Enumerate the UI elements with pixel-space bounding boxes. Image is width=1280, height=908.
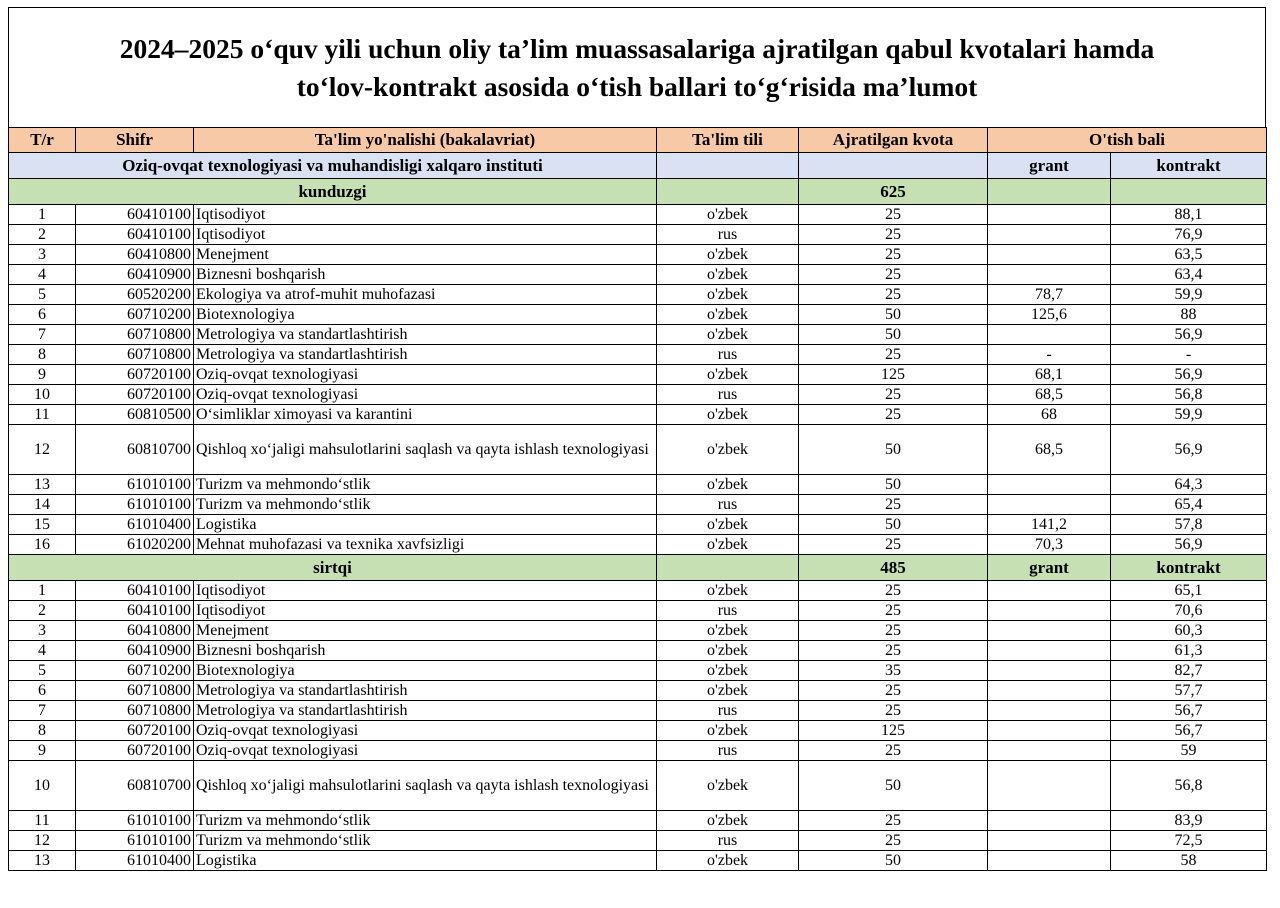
section-kunduzgi-grant-empty — [988, 179, 1111, 205]
row-number: 9 — [9, 365, 76, 385]
table-row — [9, 641, 1267, 661]
row-language: o'zbek — [657, 535, 799, 555]
row-program-name: Qishloq xo‘jaligi mahsulotlarini saqlash va qayta ishlash texnologiyasi — [194, 761, 657, 811]
header-kvota: Ajratilgan kvota — [799, 128, 988, 153]
row-grant-score: 78,7 — [988, 285, 1111, 305]
table-row — [9, 811, 1267, 831]
table-row — [9, 515, 1267, 535]
header-yonalish: Ta'lim yo'nalishi (bakalavriat) — [194, 128, 657, 153]
row-number: 13 — [9, 851, 76, 871]
row-quota: 25 — [799, 621, 988, 641]
title-line-1: 2024–2025 o‘quv yili uchun oliy ta’lim muassasalariga ajratilgan qabul kvotalari hamda — [119, 32, 1155, 64]
row-grant-score — [988, 851, 1111, 871]
row-grant-score — [988, 641, 1111, 661]
row-grant-score — [988, 601, 1111, 621]
row-number: 2 — [9, 601, 76, 621]
row-quota: 50 — [799, 515, 988, 535]
row-code: 60410100 — [76, 205, 194, 225]
row-quota: 25 — [799, 285, 988, 305]
row-grant-score — [988, 205, 1111, 225]
row-kontrakt-score: 56,9 — [1111, 365, 1267, 385]
row-language: rus — [657, 225, 799, 245]
row-quota: 25 — [799, 385, 988, 405]
row-grant-score — [988, 681, 1111, 701]
row-grant-score — [988, 581, 1111, 601]
table-row — [9, 601, 1267, 621]
table-row — [9, 265, 1267, 285]
row-number: 11 — [9, 405, 76, 425]
row-program-name: O‘simliklar ximoyasi va karantini — [194, 405, 657, 425]
row-code: 61010400 — [76, 851, 194, 871]
row-code: 60710200 — [76, 661, 194, 681]
row-program-name: Oziq-ovqat texnologiyasi — [194, 741, 657, 761]
row-quota: 125 — [799, 721, 988, 741]
row-program-name: Mehnat muhofazasi va texnika xavfsizligi — [194, 535, 657, 555]
row-code: 60410800 — [76, 245, 194, 265]
row-code: 60810700 — [76, 761, 194, 811]
section-kunduzgi-total: 625 — [799, 179, 988, 205]
row-quota: 25 — [799, 601, 988, 621]
row-number: 6 — [9, 305, 76, 325]
row-kontrakt-score: 88 — [1111, 305, 1267, 325]
row-quota: 50 — [799, 851, 988, 871]
row-quota: 25 — [799, 641, 988, 661]
row-language: o'zbek — [657, 721, 799, 741]
row-grant-score: 68,5 — [988, 425, 1111, 475]
row-code: 60710800 — [76, 701, 194, 721]
section-sirtqi-lang-empty — [657, 555, 799, 581]
row-quota: 25 — [799, 345, 988, 365]
row-number: 5 — [9, 661, 76, 681]
table-row — [9, 425, 1267, 475]
table-row — [9, 385, 1267, 405]
row-program-name: Biotexnologiya — [194, 661, 657, 681]
row-number: 4 — [9, 265, 76, 285]
row-quota: 25 — [799, 265, 988, 285]
row-grant-score — [988, 831, 1111, 851]
row-code: 60520200 — [76, 285, 194, 305]
table-row — [9, 225, 1267, 245]
row-code: 60710800 — [76, 325, 194, 345]
table-row — [9, 535, 1267, 555]
row-program-name: Iqtisodiyot — [194, 205, 657, 225]
table-row — [9, 831, 1267, 851]
row-kontrakt-score: 56,7 — [1111, 701, 1267, 721]
admission-sheet — [8, 7, 1266, 871]
row-kontrakt-score: 56,9 — [1111, 535, 1267, 555]
header-otish-bali: O'tish bali — [988, 128, 1267, 153]
row-quota: 25 — [799, 205, 988, 225]
row-language: o'zbek — [657, 515, 799, 535]
row-grant-score — [988, 325, 1111, 345]
row-language: o'zbek — [657, 475, 799, 495]
table-row — [9, 661, 1267, 681]
section-kunduzgi-label: kunduzgi — [9, 179, 657, 205]
row-code: 60410900 — [76, 641, 194, 661]
table-row — [9, 205, 1267, 225]
table-row — [9, 495, 1267, 515]
row-grant-score — [988, 661, 1111, 681]
institute-name: Oziq-ovqat texnologiyasi va muhandisligi xalqaro instituti — [9, 153, 657, 179]
row-kontrakt-score: 82,7 — [1111, 661, 1267, 681]
row-language: o'zbek — [657, 305, 799, 325]
row-quota: 25 — [799, 701, 988, 721]
row-quota: 50 — [799, 761, 988, 811]
row-kontrakt-score: 61,3 — [1111, 641, 1267, 661]
row-language: o'zbek — [657, 761, 799, 811]
header-tili: Ta'lim tili — [657, 128, 799, 153]
row-number: 12 — [9, 425, 76, 475]
row-kontrakt-score: 57,8 — [1111, 515, 1267, 535]
row-grant-score — [988, 475, 1111, 495]
row-language: o'zbek — [657, 581, 799, 601]
row-code: 60720100 — [76, 365, 194, 385]
row-quota: 50 — [799, 325, 988, 345]
row-language: rus — [657, 831, 799, 851]
row-kontrakt-score: 58 — [1111, 851, 1267, 871]
row-program-name: Oziq-ovqat texnologiyasi — [194, 365, 657, 385]
row-language: o'zbek — [657, 365, 799, 385]
row-code: 60720100 — [76, 741, 194, 761]
row-number: 1 — [9, 205, 76, 225]
row-program-name: Biznesni boshqarish — [194, 265, 657, 285]
row-language: rus — [657, 495, 799, 515]
row-language: o'zbek — [657, 285, 799, 305]
row-kontrakt-score: 56,8 — [1111, 761, 1267, 811]
row-number: 14 — [9, 495, 76, 515]
row-program-name: Turizm va mehmondo‘stlik — [194, 831, 657, 851]
table-row — [9, 721, 1267, 741]
row-kontrakt-score: 59,9 — [1111, 285, 1267, 305]
row-language: o'zbek — [657, 425, 799, 475]
row-language: rus — [657, 385, 799, 405]
row-quota: 25 — [799, 681, 988, 701]
row-code: 60710800 — [76, 345, 194, 365]
row-quota: 25 — [799, 581, 988, 601]
row-language: rus — [657, 601, 799, 621]
row-quota: 25 — [799, 811, 988, 831]
document-title — [8, 7, 1266, 127]
section-kunduzgi-row — [9, 179, 1267, 205]
row-quota: 25 — [799, 245, 988, 265]
row-code: 61020200 — [76, 535, 194, 555]
table-row — [9, 851, 1267, 871]
row-quota: 25 — [799, 831, 988, 851]
table-row — [9, 621, 1267, 641]
row-language: o'zbek — [657, 811, 799, 831]
row-kontrakt-score: 59 — [1111, 741, 1267, 761]
table-row — [9, 475, 1267, 495]
table-row — [9, 761, 1267, 811]
row-kontrakt-score: 60,3 — [1111, 621, 1267, 641]
section-kunduzgi-lang-empty — [657, 179, 799, 205]
row-grant-score — [988, 245, 1111, 265]
row-program-name: Metrologiya va standartlashtirish — [194, 681, 657, 701]
row-language: o'zbek — [657, 681, 799, 701]
row-kontrakt-score: 57,7 — [1111, 681, 1267, 701]
row-code: 60810500 — [76, 405, 194, 425]
row-kontrakt-score: 70,6 — [1111, 601, 1267, 621]
title-line-2: to‘lov-kontrakt asosida o‘tish ballari to‘g‘risida ma’lumot — [296, 70, 978, 102]
row-number: 11 — [9, 811, 76, 831]
row-language: o'zbek — [657, 621, 799, 641]
row-program-name: Metrologiya va standartlashtirish — [194, 325, 657, 345]
row-kontrakt-score: - — [1111, 345, 1267, 365]
row-kontrakt-score: 76,9 — [1111, 225, 1267, 245]
row-quota: 25 — [799, 225, 988, 245]
row-language: o'zbek — [657, 205, 799, 225]
row-number: 10 — [9, 761, 76, 811]
row-language: rus — [657, 345, 799, 365]
row-code: 61010100 — [76, 811, 194, 831]
section-sirtqi-row — [9, 555, 1267, 581]
row-language: o'zbek — [657, 405, 799, 425]
row-grant-score — [988, 741, 1111, 761]
row-kontrakt-score: 65,4 — [1111, 495, 1267, 515]
row-code: 60710800 — [76, 681, 194, 701]
row-grant-score: 141,2 — [988, 515, 1111, 535]
table-row — [9, 245, 1267, 265]
row-program-name: Qishloq xo‘jaligi mahsulotlarini saqlash va qayta ishlash texnologiyasi — [194, 425, 657, 475]
row-number: 3 — [9, 621, 76, 641]
row-number: 7 — [9, 701, 76, 721]
table-row — [9, 681, 1267, 701]
table-row — [9, 365, 1267, 385]
institute-lang-empty — [657, 153, 799, 179]
row-grant-score — [988, 721, 1111, 741]
row-quota: 50 — [799, 305, 988, 325]
table-row — [9, 405, 1267, 425]
row-quota: 25 — [799, 495, 988, 515]
row-kontrakt-score: 56,7 — [1111, 721, 1267, 741]
header-row — [9, 128, 1267, 153]
row-code: 61010400 — [76, 515, 194, 535]
row-kontrakt-score: 64,3 — [1111, 475, 1267, 495]
row-language: o'zbek — [657, 325, 799, 345]
table-row — [9, 701, 1267, 721]
row-number: 15 — [9, 515, 76, 535]
row-program-name: Turizm va mehmondo‘stlik — [194, 495, 657, 515]
table-row — [9, 741, 1267, 761]
row-quota: 25 — [799, 535, 988, 555]
institute-row — [9, 153, 1267, 179]
table-row — [9, 285, 1267, 305]
row-code: 60410900 — [76, 265, 194, 285]
row-program-name: Metrologiya va standartlashtirish — [194, 345, 657, 365]
row-language: rus — [657, 741, 799, 761]
row-kontrakt-score: 63,5 — [1111, 245, 1267, 265]
row-kontrakt-score: 59,9 — [1111, 405, 1267, 425]
row-program-name: Metrologiya va standartlashtirish — [194, 701, 657, 721]
row-code: 60410800 — [76, 621, 194, 641]
row-kontrakt-score: 56,9 — [1111, 425, 1267, 475]
table-row — [9, 345, 1267, 365]
row-program-name: Logistika — [194, 851, 657, 871]
row-program-name: Logistika — [194, 515, 657, 535]
row-program-name: Oziq-ovqat texnologiyasi — [194, 721, 657, 741]
row-number: 16 — [9, 535, 76, 555]
row-language: o'zbek — [657, 641, 799, 661]
row-grant-score — [988, 761, 1111, 811]
row-number: 3 — [9, 245, 76, 265]
institute-kontrakt-label: kontrakt — [1111, 153, 1267, 179]
row-code: 60410100 — [76, 601, 194, 621]
row-code: 61010100 — [76, 475, 194, 495]
row-number: 1 — [9, 581, 76, 601]
section-sirtqi-kontrakt-label: kontrakt — [1111, 555, 1267, 581]
section-sirtqi-label: sirtqi — [9, 555, 657, 581]
section-sirtqi-total: 485 — [799, 555, 988, 581]
row-kontrakt-score: 56,9 — [1111, 325, 1267, 345]
row-grant-score — [988, 811, 1111, 831]
row-program-name: Oziq-ovqat texnologiyasi — [194, 385, 657, 405]
row-program-name: Iqtisodiyot — [194, 601, 657, 621]
row-grant-score — [988, 225, 1111, 245]
row-code: 60410100 — [76, 581, 194, 601]
row-program-name: Turizm va mehmondo‘stlik — [194, 811, 657, 831]
row-quota: 25 — [799, 741, 988, 761]
row-program-name: Iqtisodiyot — [194, 225, 657, 245]
row-code: 60720100 — [76, 721, 194, 741]
row-grant-score: 125,6 — [988, 305, 1111, 325]
row-language: o'zbek — [657, 661, 799, 681]
row-kontrakt-score: 88,1 — [1111, 205, 1267, 225]
row-number: 8 — [9, 345, 76, 365]
row-number: 12 — [9, 831, 76, 851]
row-grant-score — [988, 495, 1111, 515]
row-program-name: Turizm va mehmondo‘stlik — [194, 475, 657, 495]
row-code: 61010100 — [76, 831, 194, 851]
row-quota: 125 — [799, 365, 988, 385]
row-program-name: Iqtisodiyot — [194, 581, 657, 601]
table-row — [9, 305, 1267, 325]
row-code: 60810700 — [76, 425, 194, 475]
row-language: rus — [657, 701, 799, 721]
row-code: 60410100 — [76, 225, 194, 245]
row-grant-score: 68,5 — [988, 385, 1111, 405]
row-number: 5 — [9, 285, 76, 305]
row-grant-score — [988, 265, 1111, 285]
row-number: 2 — [9, 225, 76, 245]
row-code: 60720100 — [76, 385, 194, 405]
header-shifr: Shifr — [76, 128, 194, 153]
section-kunduzgi-kontrakt-empty — [1111, 179, 1267, 205]
row-number: 7 — [9, 325, 76, 345]
row-grant-score — [988, 701, 1111, 721]
row-code: 60710200 — [76, 305, 194, 325]
table-row — [9, 581, 1267, 601]
row-program-name: Menejment — [194, 621, 657, 641]
row-quota: 35 — [799, 661, 988, 681]
row-language: o'zbek — [657, 245, 799, 265]
row-kontrakt-score: 72,5 — [1111, 831, 1267, 851]
row-program-name: Biotexnologiya — [194, 305, 657, 325]
row-program-name: Ekologiya va atrof-muhit muhofazasi — [194, 285, 657, 305]
row-number: 9 — [9, 741, 76, 761]
quota-table — [8, 127, 1267, 871]
institute-quota-empty — [799, 153, 988, 179]
row-grant-score: - — [988, 345, 1111, 365]
row-kontrakt-score: 56,8 — [1111, 385, 1267, 405]
row-kontrakt-score: 83,9 — [1111, 811, 1267, 831]
table-row — [9, 325, 1267, 345]
row-number: 4 — [9, 641, 76, 661]
row-kontrakt-score: 65,1 — [1111, 581, 1267, 601]
row-grant-score — [988, 621, 1111, 641]
row-program-name: Biznesni boshqarish — [194, 641, 657, 661]
row-quota: 25 — [799, 405, 988, 425]
row-language: o'zbek — [657, 265, 799, 285]
header-tr: T/r — [9, 128, 76, 153]
row-grant-score: 68 — [988, 405, 1111, 425]
row-grant-score: 70,3 — [988, 535, 1111, 555]
row-number: 8 — [9, 721, 76, 741]
row-number: 6 — [9, 681, 76, 701]
institute-grant-label: grant — [988, 153, 1111, 179]
row-kontrakt-score: 63,4 — [1111, 265, 1267, 285]
row-number: 13 — [9, 475, 76, 495]
row-number: 10 — [9, 385, 76, 405]
row-quota: 50 — [799, 425, 988, 475]
row-language: o'zbek — [657, 851, 799, 871]
row-quota: 50 — [799, 475, 988, 495]
row-program-name: Menejment — [194, 245, 657, 265]
section-sirtqi-grant-label: grant — [988, 555, 1111, 581]
row-code: 61010100 — [76, 495, 194, 515]
row-grant-score: 68,1 — [988, 365, 1111, 385]
